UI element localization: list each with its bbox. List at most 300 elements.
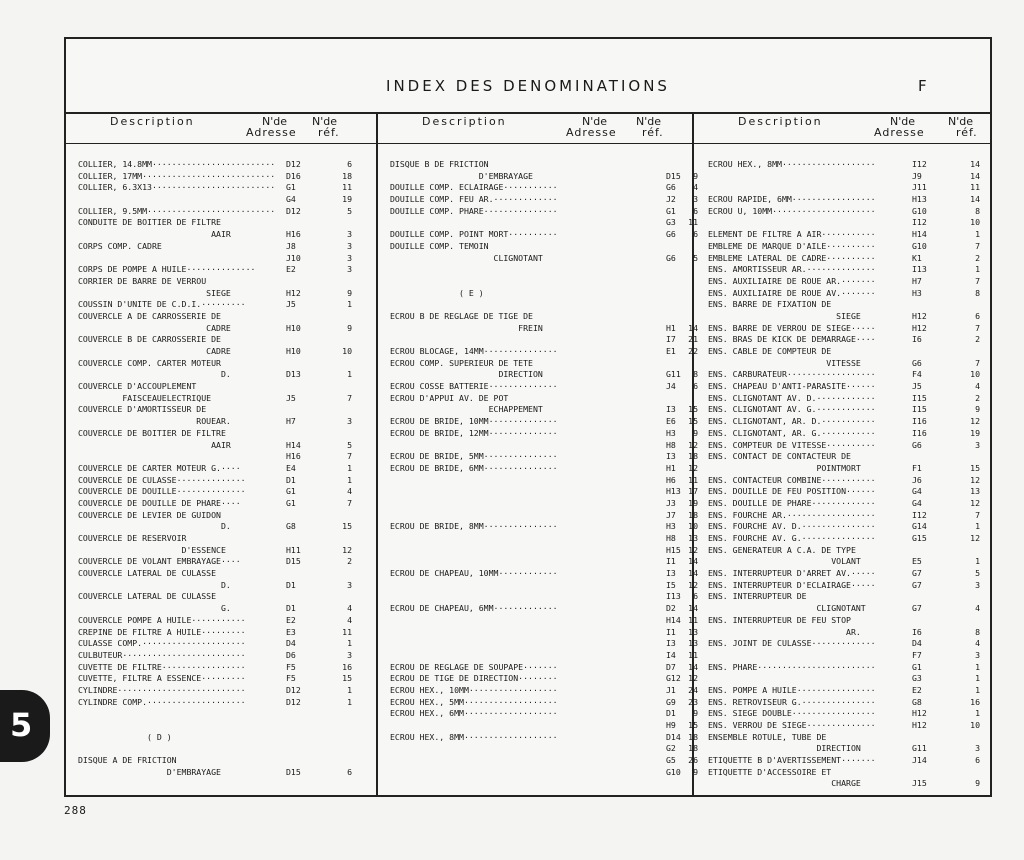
entry-address: H7: [286, 416, 296, 427]
entry-address: I12: [912, 217, 927, 228]
page-number: 288: [64, 804, 87, 817]
entry-description: FAISCEAUELECTRIQUE: [78, 392, 212, 403]
entry-ref: 3: [693, 194, 698, 205]
index-entry: [378, 276, 692, 288]
entry-description: AAIR: [78, 229, 231, 240]
entry-description: COLLIER, 9.5MM··························: [78, 205, 276, 216]
index-entry: [378, 649, 698, 662]
entry-ref: 21: [688, 334, 698, 345]
entry-address: I1: [666, 626, 676, 637]
entry-address: I7: [666, 334, 676, 345]
entry-description: CORRIER DE BARRE DE VERROU: [78, 275, 207, 286]
entry-address: H8: [666, 439, 676, 450]
entry-address: G10: [912, 240, 927, 251]
entry-description: CADRE: [78, 346, 231, 356]
entry-address: J10: [286, 252, 301, 263]
index-entry: [66, 393, 376, 405]
index-page-frame: [64, 37, 992, 797]
entry-address: G12: [666, 673, 681, 684]
entry-description: ENS. CARBURATEUR··················: [708, 369, 876, 380]
index-entry: [66, 510, 376, 522]
header-nde-ref: N'de: [636, 115, 662, 128]
entry-address: J6: [912, 474, 922, 485]
entry-address: I15: [912, 392, 927, 403]
entry-ref: 13: [688, 626, 698, 637]
index-entry: [66, 720, 376, 732]
entry-ref: 9: [347, 287, 352, 298]
index-entry: [66, 743, 376, 755]
index-entry: [378, 743, 698, 755]
entry-description: COUVERCLE A DE CARROSSERIE DE: [78, 310, 221, 321]
entry-description: D'EMBRAYAGE: [390, 170, 533, 181]
index-entry: [66, 673, 376, 685]
entry-ref: 9: [975, 778, 980, 789]
entry-address: D16: [286, 170, 301, 181]
index-entry: [378, 393, 692, 405]
index-entry: [378, 731, 698, 744]
index-entry: [66, 276, 376, 288]
section-tab-number: 5: [10, 706, 33, 744]
entry-address: G3: [666, 217, 676, 228]
index-entry: [694, 591, 992, 603]
entry-description: ENS. INTERRUPTEUR DE: [708, 591, 807, 602]
entry-address: I3: [666, 404, 676, 415]
index-entry: [694, 299, 992, 311]
entry-description: ENS. CLIGNOTANT AV. G.············: [708, 404, 876, 415]
entry-description: ENS. AUXILIAIRE DE ROUE AR.·······: [708, 275, 876, 286]
entry-ref: 7: [975, 322, 980, 333]
index-entry: [66, 381, 376, 393]
entry-ref: 6: [347, 766, 352, 777]
entry-description: COUVERCLE D'ACCOUPLEMENT: [78, 381, 197, 392]
entry-ref: 11: [342, 182, 352, 193]
entry-description: ENS. FOURCHE AV. G.···············: [708, 533, 876, 543]
index-column-2: [378, 113, 698, 797]
entry-address: H9: [666, 720, 676, 730]
entry-description: DISQUE A DE FRICTION: [78, 755, 177, 766]
entry-address: I4: [666, 649, 676, 660]
index-entry: [66, 556, 376, 568]
entry-description: ECROU DE BRIDE, 10MM··············: [390, 416, 558, 427]
entry-description: COUVERCLE POMPE A HUILE···········: [78, 614, 246, 625]
entry-address: J7: [666, 509, 676, 520]
index-entry: [378, 568, 698, 580]
entry-description: DOUILLE COMP. TEMOIN: [390, 240, 489, 251]
entry-description: ENS. SIEGE DOUBLE·················: [708, 708, 876, 719]
entry-ref: 14: [970, 194, 980, 205]
entry-address: J2: [666, 194, 676, 205]
index-column-3: [694, 113, 992, 797]
entry-address: H13: [912, 194, 927, 205]
entry-address: G4: [912, 486, 922, 497]
index-entry: [694, 451, 992, 463]
header-description: Description: [738, 115, 823, 128]
index-entry: [66, 171, 376, 183]
entry-ref: 15: [688, 720, 698, 730]
index-entry: [378, 182, 698, 194]
entry-address: I6: [912, 626, 922, 637]
index-entry: [66, 440, 376, 452]
index-entry: [66, 463, 376, 475]
entry-address: G8: [286, 521, 296, 532]
entry-address: H12: [912, 310, 927, 321]
entry-description: ENS. CONTACT DE CONTACTEUR DE: [708, 451, 851, 462]
entry-address: H1: [666, 322, 676, 333]
entry-ref: 15: [970, 462, 980, 473]
entry-address: F5: [286, 673, 296, 684]
entry-ref: 10: [970, 217, 980, 228]
entry-address: H13: [666, 486, 681, 497]
entry-description: ENS. FOURCHE AV. D.···············: [708, 521, 876, 532]
header-nde-address: N'de: [262, 115, 288, 128]
index-entry: [694, 743, 992, 755]
entry-description: CONDUITE DE BOITIER DE FILTRE: [78, 217, 221, 228]
entry-ref: 12: [688, 439, 698, 450]
index-entry: [378, 661, 698, 674]
entry-address: I3: [666, 451, 676, 462]
entry-description: COUVERCLE DE LEVIER DE GUIDON: [78, 509, 221, 520]
index-entry: [66, 194, 376, 206]
index-entry: [66, 767, 376, 779]
entry-ref: 1: [347, 474, 352, 485]
entry-address: D12: [286, 696, 301, 707]
header-underline: [694, 143, 992, 144]
entry-description: ROUEAR.: [78, 416, 231, 427]
entry-ref: 9: [975, 404, 980, 415]
index-entry: [66, 311, 376, 323]
entry-ref: 2: [975, 392, 980, 403]
index-entry: [694, 206, 992, 218]
entry-address: D12: [286, 684, 301, 695]
entry-description: DOUILLE COMP. ECLAIRAGE···········: [390, 182, 558, 193]
entry-description: COUSSIN D'UNITE DE C.D.I.·········: [78, 299, 246, 310]
entry-description: ( D ): [78, 731, 172, 742]
entry-list: [66, 159, 376, 778]
index-entry: [694, 545, 992, 557]
index-entry: [694, 241, 992, 253]
entry-description: ELEMENT DE FILTRE A AIR···········: [708, 229, 876, 240]
entry-address: G7: [912, 568, 922, 579]
entry-description: DOUILLE COMP. FEU AR.·············: [390, 194, 558, 205]
entry-ref: 7: [975, 357, 980, 368]
entry-address: D7: [666, 661, 676, 672]
entry-description: EMBLEME LATERAL DE CADRE··········: [708, 252, 876, 263]
header-ref: réf.: [642, 126, 664, 139]
entry-ref: 4: [347, 603, 352, 614]
index-entry: [694, 627, 992, 639]
header-nde-ref: N'de: [312, 115, 338, 128]
entry-ref: 11: [970, 182, 980, 193]
index-entry: [694, 673, 992, 685]
entry-ref: 8: [975, 287, 980, 298]
entry-ref: 7: [347, 497, 352, 508]
entry-ref: 1: [975, 521, 980, 532]
index-entry: [66, 591, 376, 603]
entry-description: COUVERCLE DE VOLANT EMBRAYAGE····: [78, 556, 241, 567]
entry-description: ENS. GENERATEUR A C.A. DE TYPE: [708, 544, 856, 555]
index-entry: [694, 533, 992, 545]
entry-ref: 9: [693, 170, 698, 181]
entry-description: COUVERCLE B DE CARROSSERIE DE: [78, 334, 221, 345]
entry-ref: 18: [688, 743, 698, 754]
index-entry: [66, 217, 376, 229]
index-entry: [66, 323, 376, 335]
entry-description: COUVERCLE DE CULASSE··············: [78, 474, 246, 485]
entry-description: ENS. CABLE DE COMPTEUR DE: [708, 346, 832, 356]
entry-ref: 1: [347, 369, 352, 380]
entry-ref: 11: [688, 474, 698, 485]
entry-description: COUVERCLE LATERAL DE CULASSE: [78, 591, 217, 602]
entry-description: ENS. CLIGNOTANT, AR. G.···········: [708, 427, 876, 438]
index-entry: [694, 475, 992, 487]
entry-address: F1: [912, 462, 922, 473]
entry-description: ECROU BLOCAGE, 14MM···············: [390, 346, 558, 356]
entry-address: H14: [286, 439, 301, 450]
entry-description: CLIGNOTANT: [708, 603, 866, 614]
entry-ref: 1: [975, 661, 980, 672]
entry-ref: 11: [688, 649, 698, 660]
entry-ref: 22: [688, 346, 698, 356]
entry-address: G6: [666, 182, 676, 193]
index-entry: [378, 404, 698, 416]
entry-description: ECROU HEX., 5MM···················: [390, 696, 558, 707]
column-header: [66, 113, 376, 141]
entry-ref: 12: [342, 544, 352, 555]
entry-address: E6: [666, 416, 676, 427]
entry-ref: 24: [688, 684, 698, 695]
entry-address: G5: [666, 755, 676, 766]
index-entry: [378, 579, 698, 592]
entry-address: I3: [666, 638, 676, 649]
entry-description: ENS. COMPTEUR DE VITESSE··········: [708, 439, 876, 450]
entry-address: H10: [286, 346, 301, 356]
entry-ref: 5: [347, 205, 352, 216]
entry-ref: 6: [693, 205, 698, 216]
entry-address: D14: [666, 731, 681, 742]
entry-description: D'EMBRAYAGE: [78, 766, 221, 777]
entry-address: G7: [912, 603, 922, 614]
entry-description: ECROU HEX., 6MM···················: [390, 708, 558, 719]
index-entry: [694, 720, 992, 732]
index-entry: [694, 229, 992, 241]
index-entry: [66, 369, 376, 381]
index-entry: [66, 241, 376, 253]
entry-description: CADRE: [78, 322, 231, 333]
entry-address: I3: [666, 568, 676, 579]
entry-description: ENS. BRAS DE KICK DE DEMARRAGE····: [708, 334, 876, 345]
entry-ref: 4: [975, 638, 980, 649]
index-entry: [694, 685, 992, 697]
entry-description: ENS. RETROVISEUR G.···············: [708, 696, 876, 707]
header-ref: réf.: [318, 126, 340, 139]
entry-ref: 5: [975, 568, 980, 579]
entry-ref: 1: [975, 684, 980, 695]
index-entry: [66, 404, 376, 416]
entry-ref: 7: [975, 275, 980, 286]
entry-address: D2: [666, 603, 676, 614]
entry-ref: 17: [688, 486, 698, 497]
index-column-1: [66, 113, 376, 797]
entry-ref: 4: [693, 182, 698, 193]
index-entry: [694, 697, 992, 709]
entry-description: D.: [78, 579, 231, 590]
index-entry: [694, 638, 992, 650]
index-entry: [694, 510, 992, 522]
index-entry: [378, 696, 698, 709]
entry-ref: 14: [970, 170, 980, 181]
entry-description: DISQUE B DE FRICTION: [390, 159, 489, 169]
entry-address: H8: [666, 533, 676, 543]
entry-address: G9: [666, 696, 676, 707]
header-adresse: Adresse: [874, 126, 925, 139]
entry-description: CLIGNOTANT: [390, 252, 543, 263]
index-entry: [694, 288, 992, 300]
entry-address: H14: [912, 229, 927, 240]
entry-address: E4: [286, 462, 296, 473]
entry-description: ENS. AMORTISSEUR AR.··············: [708, 264, 876, 275]
entry-description: CULASSE COMP.·····················: [78, 638, 246, 649]
entry-ref: 4: [347, 614, 352, 625]
entry-ref: 10: [970, 720, 980, 730]
index-entry: [694, 708, 992, 720]
index-entry: [694, 580, 992, 592]
entry-address: G4: [912, 497, 922, 508]
entry-address: J5: [286, 299, 296, 310]
index-entry: [378, 439, 698, 452]
entry-ref: 3: [347, 229, 352, 240]
entry-description: D.: [78, 521, 231, 532]
entry-address: G3: [912, 673, 922, 684]
header-ref: réf.: [956, 126, 978, 139]
entry-ref: 19: [342, 194, 352, 205]
entry-address: D15: [666, 170, 681, 181]
entry-description: ECROU COMP. SUPERIEUR DE TETE: [390, 357, 533, 368]
index-entry: [66, 615, 376, 627]
page-title: INDEX DES DENOMINATIONS: [386, 77, 670, 95]
entry-description: EMBLEME DE MARQUE D'AILE··········: [708, 240, 876, 251]
index-entry: [694, 486, 992, 498]
entry-address: G1: [286, 182, 296, 193]
entry-description: ECROU B DE REGLAGE DE TIGE DE: [390, 310, 533, 321]
entry-description: ENS. DOUILLE DE FEU POSITION······: [708, 486, 876, 497]
index-entry: [694, 334, 992, 346]
entry-address: E3: [286, 626, 296, 637]
entry-ref: 3: [975, 743, 980, 754]
index-entry: [694, 755, 992, 767]
entry-address: D1: [286, 579, 296, 590]
index-entry: [66, 206, 376, 218]
entry-address: H7: [912, 275, 922, 286]
header-adresse: Adresse: [246, 126, 297, 139]
entry-address: I13: [666, 591, 681, 602]
index-entry: [694, 767, 992, 779]
index-entry: [66, 428, 376, 440]
entry-ref: 6: [975, 755, 980, 766]
section-letter: F: [918, 77, 927, 95]
entry-address: D15: [286, 766, 301, 777]
index-entry: [66, 475, 376, 487]
entry-description: ENS. INTERRUPTEUR DE FEU STOP: [708, 614, 851, 625]
column-header: [694, 113, 992, 141]
entry-description: VOLANT: [708, 556, 861, 567]
entry-ref: 1: [347, 299, 352, 310]
entry-ref: 18: [342, 170, 352, 181]
entry-ref: 1: [347, 462, 352, 473]
entry-address: H3: [912, 287, 922, 298]
entry-ref: 14: [688, 603, 698, 614]
entry-address: I12: [912, 159, 927, 169]
entry-ref: 10: [688, 521, 698, 532]
entry-ref: 13: [970, 486, 980, 497]
index-entry: [66, 451, 376, 463]
index-entry: [694, 416, 992, 428]
index-entry: [66, 580, 376, 592]
index-entry: [694, 428, 992, 440]
index-entry: [378, 170, 698, 183]
entry-description: DIRECTION: [390, 369, 543, 380]
entry-description: ENS. VERROU DE SIEGE··············: [708, 720, 876, 730]
entry-ref: 1: [975, 229, 980, 240]
entry-description: CORPS COMP. CADRE: [78, 240, 162, 251]
entry-description: CUVETTE, FILTRE A ESSENCE·········: [78, 673, 246, 684]
index-entry: [378, 614, 698, 627]
entry-address: D12: [286, 159, 301, 169]
header-nde-address: N'de: [582, 115, 608, 128]
entry-description: ENS. INTERRUPTEUR D'ARRET AV.·····: [708, 568, 876, 579]
entry-address: J15: [912, 778, 927, 789]
index-entry: [694, 311, 992, 323]
entry-ref: 7: [975, 240, 980, 251]
entry-ref: 15: [342, 673, 352, 684]
index-entry: [66, 662, 376, 674]
entry-ref: 8: [975, 626, 980, 637]
index-entry: [66, 416, 376, 428]
entry-address: D15: [286, 556, 301, 567]
entry-ref: 10: [970, 369, 980, 380]
entry-description: COUVERCLE DE DOUILLE DE PHARE····: [78, 497, 241, 508]
entry-address: D6: [286, 649, 296, 660]
index-entry: [66, 159, 376, 171]
index-entry: [694, 182, 992, 194]
index-entry: [66, 498, 376, 510]
index-entry: [694, 603, 992, 615]
entry-address: D4: [286, 638, 296, 649]
entry-ref: 19: [688, 497, 698, 508]
entry-address: H15: [666, 544, 681, 555]
entry-ref: 1: [975, 264, 980, 275]
index-entry: [66, 638, 376, 650]
entry-address: G6: [666, 252, 676, 263]
entry-address: H10: [286, 322, 301, 333]
entry-description: DOUILLE COMP. POINT MORT··········: [390, 229, 558, 240]
index-entry: [66, 521, 376, 533]
entry-description: CREPINE DE FILTRE A HUILE·········: [78, 626, 246, 637]
entry-ref: 1: [347, 696, 352, 707]
index-entry: [378, 673, 698, 685]
entry-description: ECROU DE BRIDE, 6MM···············: [390, 462, 558, 473]
index-entry: [66, 288, 376, 300]
entry-ref: 3: [347, 649, 352, 660]
entry-address: G10: [666, 766, 681, 777]
entry-address: J11: [912, 182, 927, 193]
entry-list: [694, 159, 992, 790]
entry-ref: 16: [970, 696, 980, 707]
entry-description: ECROU U, 10MM·····················: [708, 205, 876, 216]
entry-ref: 3: [347, 416, 352, 427]
entry-ref: 18: [688, 731, 698, 742]
entry-description: SIEGE: [78, 287, 231, 298]
entry-description: ECROU COSSE BATTERIE··············: [390, 381, 558, 392]
